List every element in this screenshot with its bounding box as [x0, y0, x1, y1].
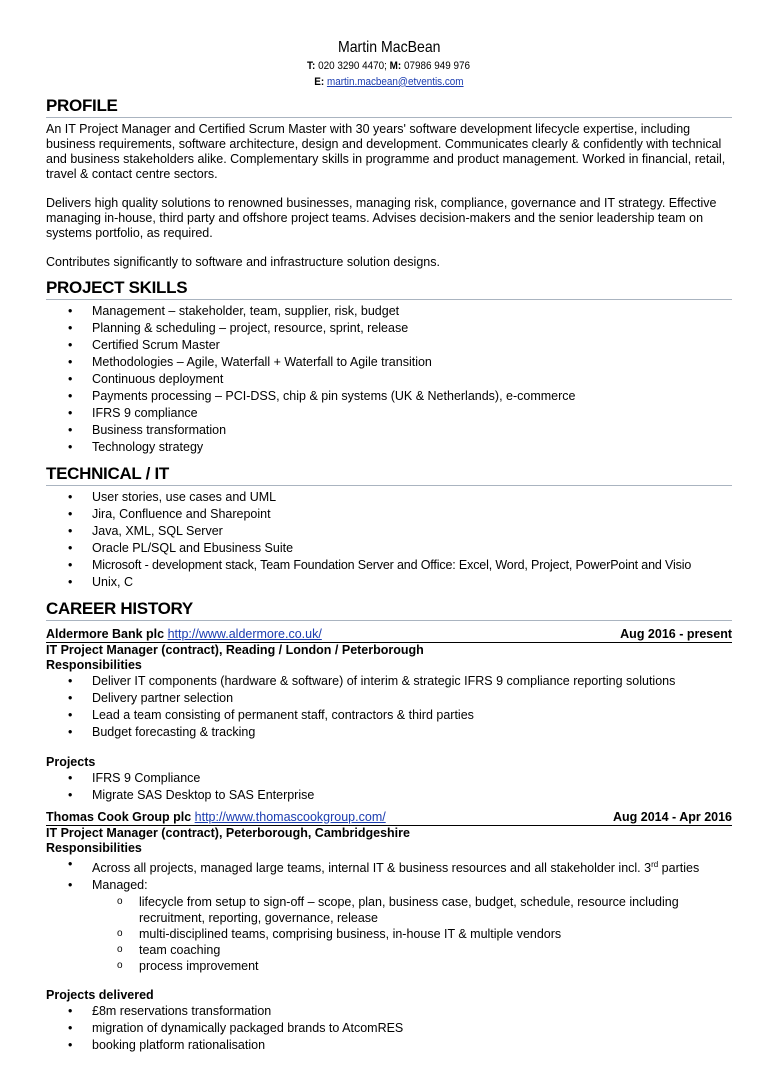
list-item: • Jira, Confluence and Sharepoint — [46, 506, 732, 523]
resume-header — [46, 38, 732, 90]
sub-list-item: o lifecycle from setup to sign-off – scope, plan, business case, budget, schedule, resource including recruitment, reporting, governance, release — [46, 894, 732, 926]
list-item: • IFRS 9 Compliance — [46, 770, 732, 787]
list-item: • User stories, use cases and UML — [46, 489, 732, 506]
projects-label: Projects delivered — [46, 987, 154, 1002]
list-item: • Budget forecasting & tracking — [46, 724, 732, 741]
project-skills-list — [46, 303, 732, 456]
technical-list — [46, 489, 732, 591]
list-item: • Across all projects, managed large teams, internal IT & business resources and all stakeholder incl. 3rd parties — [46, 856, 732, 877]
contact-phones: T: 020 3290 4470; M: 07986 949 976 — [307, 60, 471, 72]
responsibilities-list — [46, 856, 732, 894]
company-name: Aldermore Bank plc — [46, 626, 165, 641]
profile-heading: PROFILE — [46, 96, 732, 118]
projects-list — [46, 1003, 732, 1054]
list-item: • £8m reservations transformation — [46, 1003, 732, 1020]
list-item: • Managed: — [46, 877, 732, 894]
list-item: • Management – stakeholder, team, supplier, risk, budget — [46, 303, 732, 320]
list-item: • Lead a team consisting of permanent staff, contractors & third parties — [46, 707, 732, 724]
job-entry-aldermore — [46, 627, 732, 804]
list-item: • Oracle PL/SQL and Ebusiness Suite — [46, 540, 732, 557]
sub-list-item: o team coaching — [46, 942, 732, 958]
company-link[interactable]: http://www.thomascookgroup.com/ — [194, 809, 386, 824]
profile-paragraph: Delivers high quality solutions to renowned businesses, managing risk, compliance, governance and IT strategy. Effective managing in-house, third party and offshore project teams. Advises decision-makers and the senior leadership team on systems portfolio, as required. — [46, 195, 717, 240]
candidate-name: Martin MacBean — [337, 39, 441, 56]
profile-paragraph: Contributes significantly to software and infrastructure solution designs. — [46, 254, 440, 269]
job-header — [46, 627, 732, 643]
job-dates: Aug 2014 - Apr 2016 — [612, 809, 732, 824]
list-item: • Delivery partner selection — [46, 690, 732, 707]
projects-list — [46, 770, 732, 804]
profile-paragraph: An IT Project Manager and Certified Scrum Master with 30 years' software development lifecycle expertise, including business requirements, software architecture, design and development. Communicates clearly & confidently with technical and business stakeholders alike. Complementary skills in programme and product management. Worked in financial, retail, travel & contact centre sectors. — [46, 121, 726, 181]
email-link[interactable]: martin.macbean@etventis.com — [327, 75, 464, 88]
list-item: • Business transformation — [46, 422, 732, 439]
sub-list-item: o multi-disciplined teams, comprising business, in-house IT & multiple vendors — [46, 926, 732, 942]
profile-body — [46, 122, 732, 270]
company-link[interactable]: http://www.aldermore.co.uk/ — [167, 626, 322, 641]
list-item: • Planning & scheduling – project, resource, sprint, release — [46, 320, 732, 337]
list-item: • Certified Scrum Master — [46, 337, 732, 354]
responsibilities-list — [46, 673, 732, 741]
job-entry-thomas-cook — [46, 810, 732, 1054]
list-item: • Deliver IT components (hardware & software) of interim & strategic IFRS 9 compliance reporting solutions — [46, 673, 732, 690]
list-item: • Migrate SAS Desktop to SAS Enterprise — [46, 787, 732, 804]
technical-heading: TECHNICAL / IT — [46, 464, 732, 486]
responsibilities-label: Responsibilities — [46, 840, 142, 855]
managed-sublist — [46, 894, 732, 974]
job-header — [46, 810, 732, 826]
career-history-heading: CAREER HISTORY — [46, 599, 732, 621]
list-item: • Unix, C — [46, 574, 732, 591]
list-item: • Technology strategy — [46, 439, 732, 456]
responsibilities-label: Responsibilities — [46, 657, 142, 672]
list-item: • booking platform rationalisation — [46, 1037, 732, 1054]
list-item: • Java, XML, SQL Server — [46, 523, 732, 540]
projects-label: Projects — [46, 754, 96, 769]
project-skills-heading: PROJECT SKILLS — [46, 278, 732, 300]
list-item: • IFRS 9 compliance — [46, 405, 732, 422]
job-role: IT Project Manager (contract), Reading / London / Peterborough — [46, 642, 424, 657]
list-item: • Methodologies – Agile, Waterfall + Waterfall to Agile transition — [46, 354, 732, 371]
list-item: • Microsoft - development stack, Team Foundation Server and Office: Excel, Word, Project, PowerPoint and Visio — [46, 557, 732, 574]
job-dates: Aug 2016 - present — [620, 626, 732, 641]
contact-email: E: martin.macbean@etventis.com — [314, 75, 464, 88]
list-item: • Continuous deployment — [46, 371, 732, 388]
resume-page — [46, 38, 732, 1054]
job-role: IT Project Manager (contract), Peterborough, Cambridgeshire — [46, 825, 410, 840]
list-item: • migration of dynamically packaged brands to AtcomRES — [46, 1020, 732, 1037]
company-name: Thomas Cook Group plc — [46, 809, 192, 824]
sub-list-item: o process improvement — [46, 958, 732, 974]
list-item: • Payments processing – PCI-DSS, chip & pin systems (UK & Netherlands), e-commerce — [46, 388, 732, 405]
